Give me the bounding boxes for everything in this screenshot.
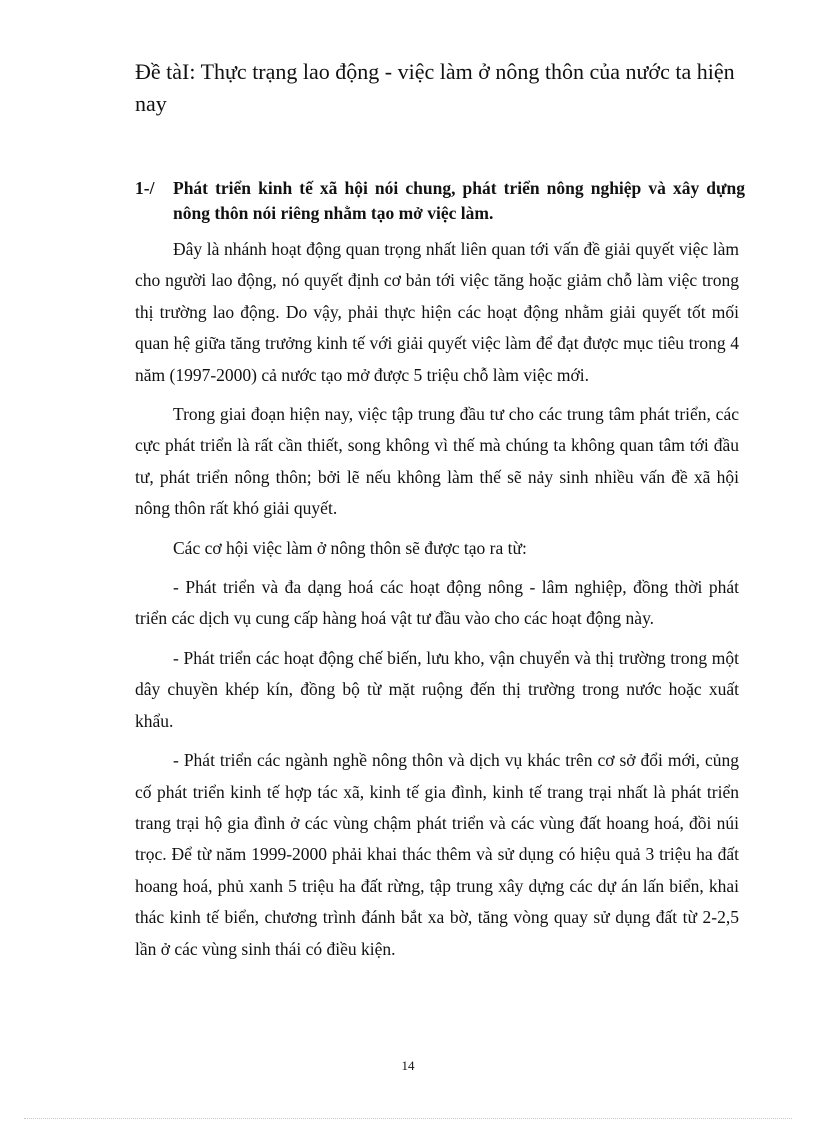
section-heading xyxy=(135,176,745,226)
document-title: Đề tàI: Thực trạng lao động - việc làm ở nông thôn của nước ta hiện nay xyxy=(135,59,735,116)
paragraph-opportunities-lead: Các cơ hội việc làm ở nông thôn sẽ được tạo ra từ: xyxy=(173,537,527,558)
section-number: 1-/ xyxy=(135,178,155,198)
list-item-agriculture: - Phát triển và đa dạng hoá các hoạt động nông - lâm nghiệp, đồng thời phát triển các dịch vụ cung cấp hàng hoá vật tư đầu vào cho các hoạt động này. xyxy=(135,577,739,629)
list-item-processing: - Phát triển các hoạt động chế biến, lưu kho, vận chuyển và thị trường trong một dây chuyền khép kín, đồng bộ từ mặt ruộng đến thị trường trong nước hoặc xuất khẩu. xyxy=(135,647,739,731)
list-item-rural-trades: - Phát triển các ngành nghề nông thôn và dịch vụ khác trên cơ sở đổi mới, củng cố phát triển kinh tế hợp tác xã, kinh tế gia đình, kinh tế trang trại nhất là phát triển trang trại hộ gia đình ở các vùng chậm phát triển và các vùng đất hoang hoá, đồi núi trọc. Để từ năm 1999-2000 phải khai thác thêm và sử dụng có hiệu quả 3 triệu ha đất hoang hoá, phủ xanh 5 triệu ha đất rừng, tập trung xây dựng các dự án lấn biển, khai thác kinh tế biển, chương trình đánh bắt xa bờ, tăng vòng quay sử dụng đất từ 2-2,5 lần ở các vùng sinh thái có điều kiện. xyxy=(135,750,739,959)
paragraph-intro: Đây là nhánh hoạt động quan trọng nhất liên quan tới vấn đề giải quyết việc làm cho người lao động, nó quyết định cơ bản tới việc tăng hoặc giảm chỗ làm việc trong thị trường lao động. Do vậy, phải thực hiện các hoạt động nhằm giải quyết tốt mối quan hệ giữa tăng trưởng kinh tế với giải quyết việc làm để đạt được mục tiêu trong 4 năm (1997-2000) cả nước tạo mở được 5 triệu chỗ làm việc mới. xyxy=(135,239,739,385)
document-body xyxy=(135,234,739,973)
paragraph-development-centers: Trong giai đoạn hiện nay, việc tập trung đầu tư cho các trung tâm phát triển, các cực phát triển là rất cần thiết, song không vì thế mà chúng ta không quan tâm tới đầu tư, phát triển nông thôn; bởi lẽ nếu không làm thế sẽ nảy sinh nhiều vấn đề xã hội nông thôn rất khó giải quyết. xyxy=(135,404,739,519)
section-title: Phát triển kinh tế xã hội nói chung, phát triển nông nghiệp và xây dựng nông thôn nói riêng nhằm tạo mở việc làm. xyxy=(173,178,745,223)
page-number: 14 xyxy=(401,1058,415,1073)
page-bottom-divider xyxy=(24,1118,792,1119)
